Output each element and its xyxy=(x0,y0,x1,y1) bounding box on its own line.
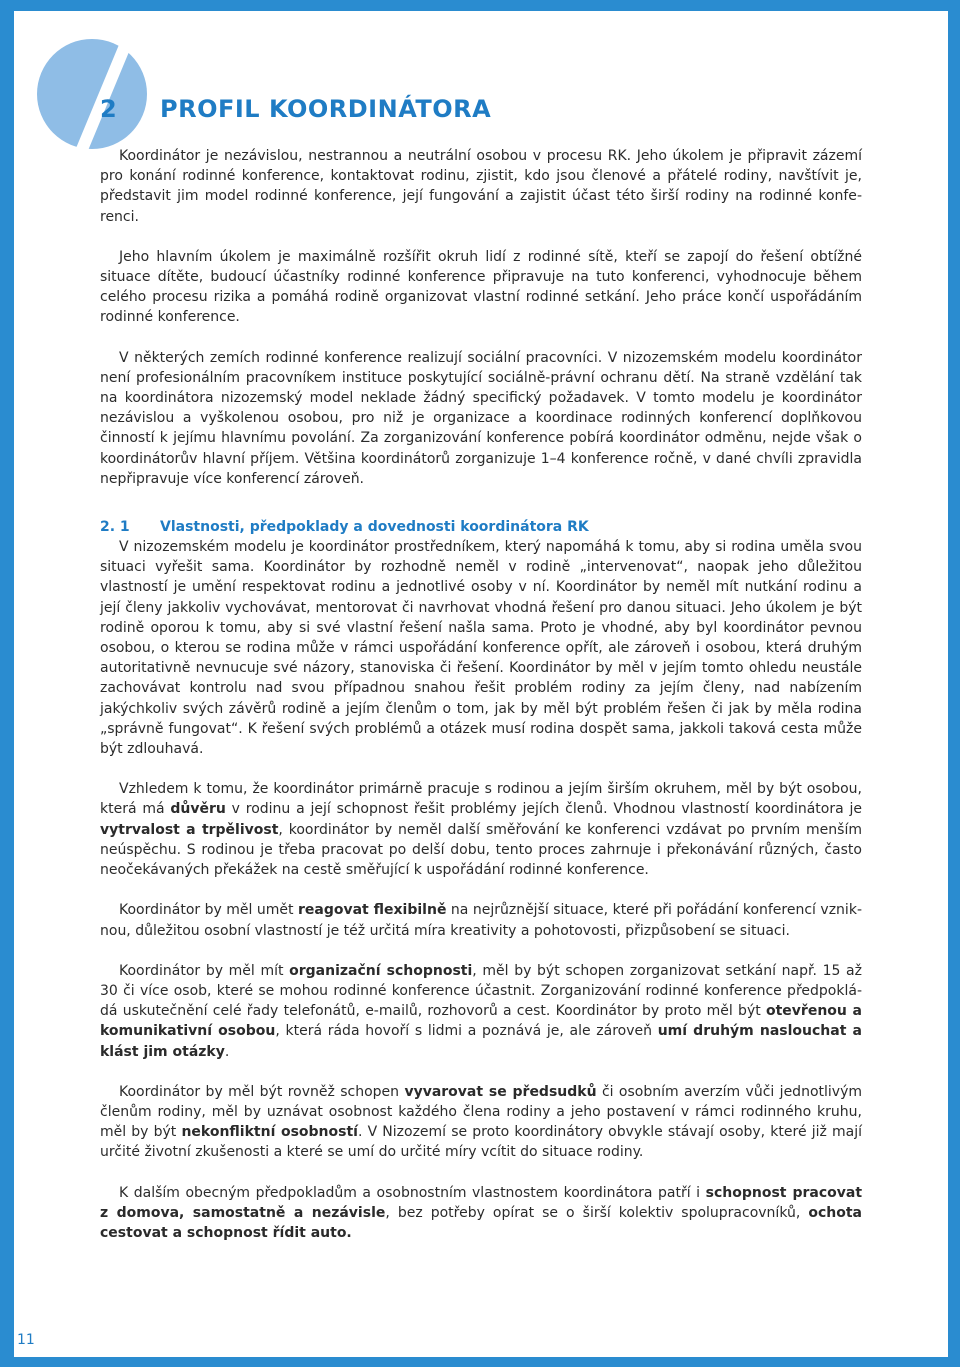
bold-phrase: schopnost pracovat z domova, samostatně a nezávisle xyxy=(100,1184,863,1221)
page-frame-top xyxy=(0,0,960,11)
section-paragraph-6: K dalším obecným předpokladům a osobnostním vlastnostem koordinátora patří i schopnost pracovat z domova, samostatně a nezávisle, bez potřeby opírat se o širší kolektiv spolupracovníků, ochota cestovat a schopnost řídit auto. xyxy=(100,1184,863,1241)
page-content xyxy=(100,146,862,1263)
section-paragraph-2: Vzhledem k tomu, že koordinátor primárně pracuje s rodinou a jejím širším okruhem, měl by být osobou, která má důvěru v rodinu a její schopnost řešit problémy jejích členů. Vhodnou vlastností koordinátora je vytrvalost a trpělivost, koordinátor by neměl další směřování ke konferenci vzdávat po prvním menším neúspěchu. S rodinou je třeba pracovat po delší dobu, tento proces zahrnuje i překonávání různých, často neočekávaných překážek na cestě směřující k uspořádání rodinné konference. xyxy=(100,781,862,879)
bold-phrase: vyvarovat se předsudků xyxy=(404,1083,597,1100)
section-title: Vlastnosti, předpoklady a dovednosti koordinátora RK xyxy=(160,519,589,536)
section-paragraph-3: Koordinátor by měl umět reagovat flexibilně na nejrůznější situace, které při pořádání konferencí vzniknou, důležitou osobní vlastností je též určitá míra kreativity a pohotovosti, přizpůsobení se situaci. xyxy=(100,902,862,939)
bold-phrase: organizační schopnosti xyxy=(289,962,473,979)
bold-phrase: reagovat flexibilně xyxy=(298,902,447,919)
section-paragraph-5: Koordinátor by měl být rovněž schopen vyvarovat se předsudků či osobním averzím vůči jednotlivým členům rodiny, měl by uznávat osobnost každého člena rodiny a jeho postavení v rámci rodinného kruhu, měl by být nekonfliktní osobností. V Nizozemí se proto koordinátory obvykle stávají osoby, které již mají určité životní zkušenosti a které se umí do určité míry vcítit do situace rodiny. xyxy=(100,1083,862,1161)
section-paragraph-1: V nizozemském modelu je koordinátor prostředníkem, který napomáhá k tomu, aby si rodina uměla svou situaci vyřešit sama. Koordinátor by rozhodně neměl v rodině „intervenovat“, naopak jeho důležitou vlastností je umění respektovat rodinu a jednotlivé osoby v ní. Koordinátor by neměl mít nutkání rodinu a její členy jakkoliv vychovávat, mentorovat či navrhovat vhodná řešení pro danou situaci. Jeho úkolem je být rodině oporou k tomu, aby si své vlastní řešení našla sama. Proto je vhodné, aby byl koordinátor pevnou osobou, o kterou se rodina může v rámci uspořádání konference opřít, ale zároveň i osobou, která druhým autoritativně nevnucuje své názory, stanoviska či řešení. Koordinátor by měl v jejím tomto ohledu neustále zachovávat kontrolu nad svou případnou snahou řešit problém rodiny za jejím členy, nad nabízením jakýchkoliv svých závěrů rodině a jejím členům o tom, jak by měl být problém řešen či jak by měla rodina „správně fungovat“. K řešení svých problémů a otázek musí rodina dospět sama, jakkoli taková cesta může být zdlouhavá. xyxy=(100,539,862,758)
section-number: 2. 1 xyxy=(100,519,130,536)
intro-paragraph-2: Jeho hlavním úkolem je maximálně rozšířit okruh lidí z rodinné sítě, kteří se zapojí do řešení obtížné situace dítěte, budoucí účastníky rodinné konference připravuje na tuto konferenci, vyhodnocuje během celého procesu rizika a pomáhá rodině organizovat vlastní rodinné setkání. Jeho práce končí uspořádáním rodinné konference. xyxy=(100,248,862,326)
intro-paragraph-1: Koordinátor je nezávislou, nestrannou a neutrální osobou v procesu RK. Jeho úkolem je připravit zázemí pro konání rodinné konference, kontaktovat rodinu, zjistit, kdo jsou členové a přátelé rodiny, navštívit je, představit jim model rodinné konference, její fungování a zajistit účast této širší rodiny na rodinné konferenci. xyxy=(100,148,862,225)
bold-phrase: otevřenou a komunikativní osobou xyxy=(100,1003,862,1040)
page-frame-bottom xyxy=(0,1357,960,1367)
intro-paragraph-3: V některých zemích rodinné konference realizují sociální pracovníci. V nizozemském modelu koordinátor není profesionálním pracovníkem instituce poskytující sociálně-právní ochranu dětí. Na straně vzdělání tak na koordinátora nizozemský model neklade žádný specifický požadavek. V tomto modelu je koordinátor nezávislou a vyškolenou osobou, pro niž je organizace a koordinace rodinných konferencí doplňkovou činností k jejímu hlavnímu povolání. Za zorganizování konference pobírá koordinátor odměnu, nejde však o koordinátorův hlavní příjem. Většina koordinátorů zorganizuje 1–4 konference ročně, v dané chvíli zpravidla nepřipravuje více konferencí zároveň. xyxy=(100,349,862,487)
page-frame-right xyxy=(948,0,960,1367)
bold-phrase: důvěru xyxy=(170,801,226,818)
section-heading xyxy=(100,517,862,537)
circle-slash-logo-icon xyxy=(30,34,155,159)
page-frame-left xyxy=(0,0,14,1367)
page-number: 11 xyxy=(17,1332,35,1348)
chapter-title: PROFIL KOORDINÁTORA xyxy=(160,95,492,123)
chapter-number: 2 xyxy=(100,95,117,123)
bold-phrase: nekonfliktní osobností xyxy=(181,1124,358,1141)
bold-phrase: umí druhým naslouchat a klást jim otázky xyxy=(100,1023,862,1060)
section-paragraph-4: Koordinátor by měl mít organizační schopnosti, měl by být schopen zorganizovat setkání např. 15 až 30 či více osob, které se mohou rodinné konference účastnit. Zorganizování rodinné konference předpokládá uskutečnění celé řady telefonátů, e-mailů, rozhovorů a cest. Koordinátor by proto měl být otevřenou a komunikativní osobou, která ráda hovoří s lidmi a poznává je, ale zároveň umí druhým naslouchat a klást jim otázky. xyxy=(100,962,862,1060)
bold-phrase: ochota cestovat a schopnost řídit auto. xyxy=(100,1204,862,1241)
bold-phrase: vytrvalost a trpělivost xyxy=(100,821,279,838)
